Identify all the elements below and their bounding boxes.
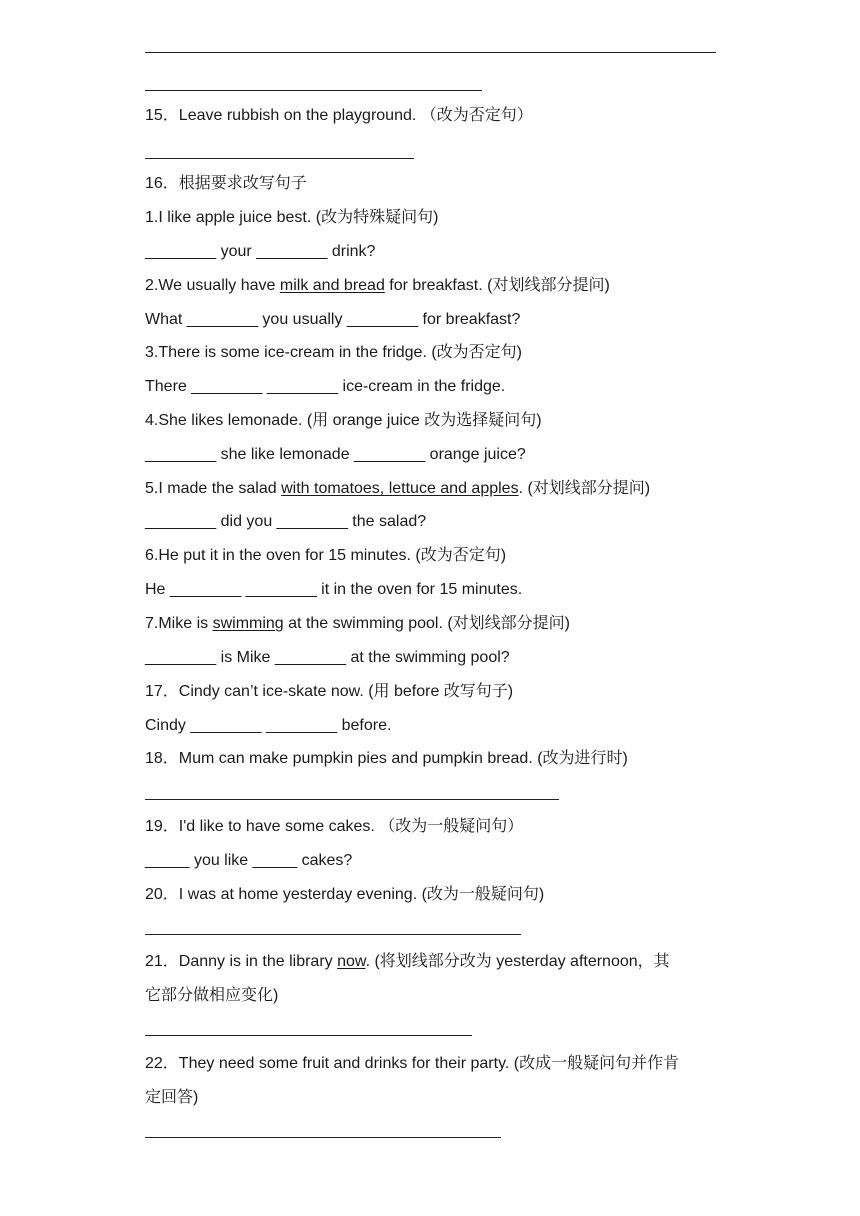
text-segment: 18．Mum can make pumpkin pies and pumpkin bread. (改为进行时) bbox=[145, 750, 628, 767]
question-16-3-answer[interactable] bbox=[145, 377, 505, 397]
text-segment: ________ your ________ drink? bbox=[145, 243, 376, 260]
answer-line-q21[interactable] bbox=[145, 1035, 472, 1036]
answer-line-q18[interactable] bbox=[145, 799, 559, 800]
question-15 bbox=[145, 106, 533, 126]
text-segment: 22．They need some fruit and drinks for their party. (改成一般疑问句并作肯 bbox=[145, 1055, 680, 1072]
answer-line[interactable] bbox=[145, 90, 482, 91]
text-segment: ________ she like lemonade ________ orange juice? bbox=[145, 446, 526, 463]
text-segment: ________ did you ________ the salad? bbox=[145, 513, 427, 530]
question-16-2-answer[interactable] bbox=[145, 310, 520, 330]
text-segment: 它部分做相应变化) bbox=[145, 987, 279, 1004]
question-16-6 bbox=[145, 546, 506, 566]
underlined-phrase: now bbox=[337, 953, 366, 970]
question-20 bbox=[145, 885, 544, 905]
text-segment: What ________ you usually ________ for breakfast? bbox=[145, 311, 521, 328]
question-16-1 bbox=[145, 208, 438, 228]
text-segment: 19．I'd like to have some cakes. （改为一般疑问句） bbox=[145, 818, 524, 835]
text-segment: 定回答) bbox=[145, 1089, 199, 1106]
text-segment: 21．Danny is in the library bbox=[145, 953, 338, 970]
question-16-7 bbox=[145, 614, 570, 634]
text-segment: 7.Mike is bbox=[145, 615, 213, 632]
question-22 bbox=[145, 1054, 679, 1074]
question-16-3 bbox=[145, 343, 522, 363]
text-segment: at the swimming pool. (对划线部分提问) bbox=[283, 615, 570, 632]
text-segment: 1.I like apple juice best. (改为特殊疑问句) bbox=[145, 209, 439, 226]
question-16-2 bbox=[145, 276, 610, 296]
text-segment: He ________ ________ it in the oven for 15 minutes. bbox=[145, 581, 523, 598]
question-18 bbox=[145, 749, 628, 769]
question-16-1-answer[interactable] bbox=[145, 242, 375, 262]
question-17-answer[interactable] bbox=[145, 716, 391, 736]
text-segment: There ________ ________ ice-cream in the fridge. bbox=[145, 378, 506, 395]
question-16-4-answer[interactable] bbox=[145, 445, 526, 465]
text-segment: 16．根据要求改写句子 bbox=[145, 175, 307, 192]
text-segment: 3.There is some ice-cream in the fridge. (改为否定句) bbox=[145, 344, 522, 361]
question-22-continued bbox=[145, 1088, 198, 1108]
question-16-5 bbox=[145, 479, 650, 499]
text-segment: 20．I was at home yesterday evening. (改为一般疑问句) bbox=[145, 886, 545, 903]
text-segment: . (对划线部分提问) bbox=[518, 480, 651, 497]
text-segment: 17．Cindy can’t ice-skate now. (用 before 改写句子) bbox=[145, 683, 514, 700]
question-19-answer[interactable] bbox=[145, 851, 352, 871]
answer-line[interactable] bbox=[145, 52, 716, 53]
text-segment: ________ is Mike ________ at the swimming pool? bbox=[145, 649, 510, 666]
text-segment: Cindy ________ ________ before. bbox=[145, 717, 392, 734]
question-19 bbox=[145, 817, 523, 837]
question-21 bbox=[145, 952, 670, 972]
text-segment: 4.She likes lemonade. (用 orange juice 改为选择疑问句) bbox=[145, 412, 542, 429]
question-21-continued bbox=[145, 986, 278, 1006]
question-16-heading bbox=[145, 174, 307, 194]
text-segment: 6.He put it in the oven for 15 minutes. (改为否定句) bbox=[145, 547, 507, 564]
text-segment: . (将划线部分改为 yesterday afternoon，其 bbox=[365, 953, 670, 970]
text-segment: _____ you like _____ cakes? bbox=[145, 852, 353, 869]
underlined-phrase: swimming bbox=[212, 615, 284, 632]
underlined-phrase: milk and bread bbox=[279, 277, 385, 294]
text-segment: 2.We usually have bbox=[145, 277, 280, 294]
question-16-6-answer[interactable] bbox=[145, 580, 522, 600]
question-17 bbox=[145, 682, 513, 702]
question-16-4 bbox=[145, 411, 542, 431]
answer-line-q22[interactable] bbox=[145, 1137, 501, 1138]
answer-line-q20[interactable] bbox=[145, 934, 521, 935]
underlined-phrase: with tomatoes, lettuce and apples bbox=[281, 480, 519, 497]
question-16-7-answer[interactable] bbox=[145, 648, 510, 668]
text-segment: 15．Leave rubbish on the playground. （改为否定句） bbox=[145, 107, 533, 124]
answer-line[interactable] bbox=[145, 158, 414, 159]
text-segment: 5.I made the salad bbox=[145, 480, 282, 497]
text-segment: for breakfast. (对划线部分提问) bbox=[384, 277, 610, 294]
question-16-5-answer[interactable] bbox=[145, 512, 426, 532]
